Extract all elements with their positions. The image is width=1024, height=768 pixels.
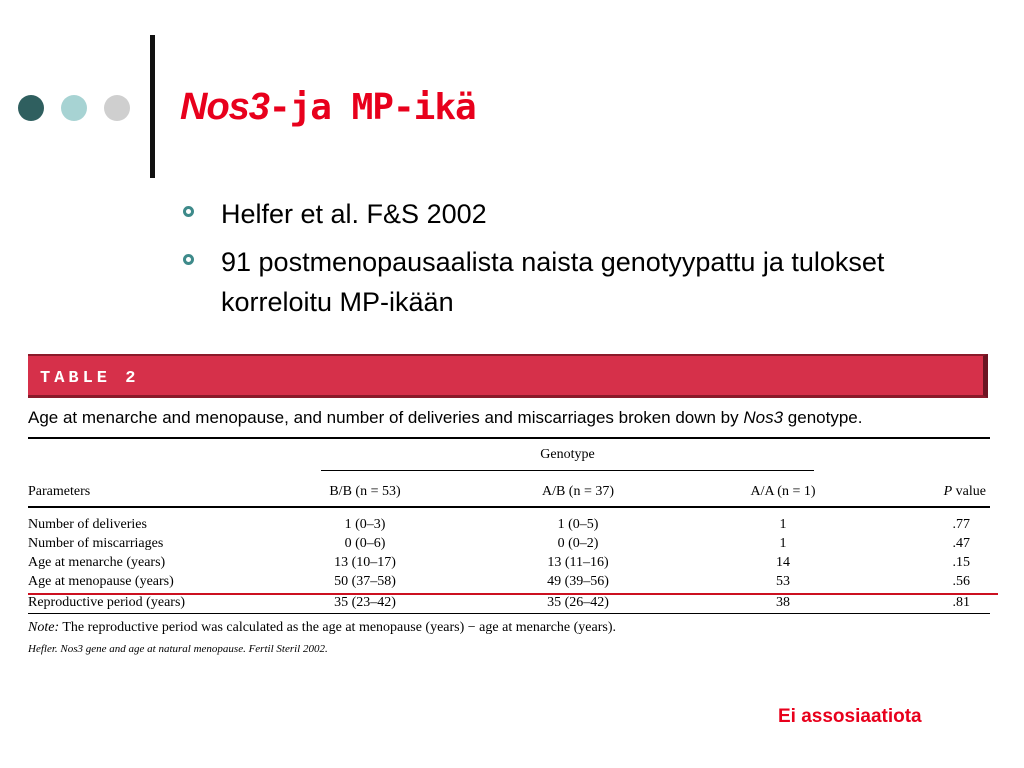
bullet-circle-icon <box>183 206 194 217</box>
title-divider <box>150 35 155 178</box>
table-caption: Age at menarche and menopause, and number of deliveries and miscarriages broken down by Nos3 genotype. <box>28 408 863 427</box>
bullet-item: 91 postmenopausaalista naista genotyypattu ja tulokset korreloitu MP-ikään <box>183 242 983 322</box>
decor-dot-light <box>61 95 87 121</box>
slide-title <box>180 86 476 129</box>
col-header-ab: A/B (n = 37) <box>541 484 615 499</box>
bullet-item: Helfer et al. F&S 2002 <box>183 194 983 234</box>
bullet-circle-icon <box>183 254 194 265</box>
col-header-p: P value <box>943 484 986 499</box>
col-header-aa: A/A (n = 1) <box>750 484 816 499</box>
table-bottom-rule <box>28 613 990 614</box>
col-header-bb: B/B (n = 53) <box>329 484 401 499</box>
table-note: Note: The reproductive period was calculated as the age at menopause (years) − age at menarche (years). <box>28 620 616 635</box>
conclusion-text: Ei assosiaatiota <box>778 706 922 727</box>
table-row: Age at menarche (years) 13 (10–17) 13 (11–16) 14 .15 <box>28 555 970 570</box>
title-rest: -ja MP-ikä <box>268 87 476 128</box>
table-citation: Hefler. Nos3 gene and age at natural menopause. Fertil Steril 2002. <box>28 643 328 655</box>
decor-dot-gray <box>104 95 130 121</box>
table-row: Number of miscarriages 0 (0–6) 0 (0–2) 1 .47 <box>28 536 970 551</box>
title-gene: Nos3 <box>180 86 269 128</box>
bullet-list <box>183 194 983 330</box>
table-header-rule <box>28 506 990 508</box>
table-label: TABLE 2 <box>40 369 140 388</box>
table-row: Age at menopause (years) 50 (37–58) 49 (39–56) 53 .56 <box>28 574 970 589</box>
genotype-rule <box>321 470 814 471</box>
table-row: Number of deliveries 1 (0–3) 1 (0–5) 1 .77 <box>28 517 970 532</box>
decor-dot-dark <box>18 95 44 121</box>
table-header-bar <box>28 354 988 398</box>
genotype-header: Genotype <box>540 447 595 462</box>
table-top-rule <box>28 437 990 439</box>
table-row: Reproductive period (years) 35 (23–42) 35 (26–42) 38 .81 <box>28 595 970 610</box>
col-header-parameters: Parameters <box>28 484 91 499</box>
